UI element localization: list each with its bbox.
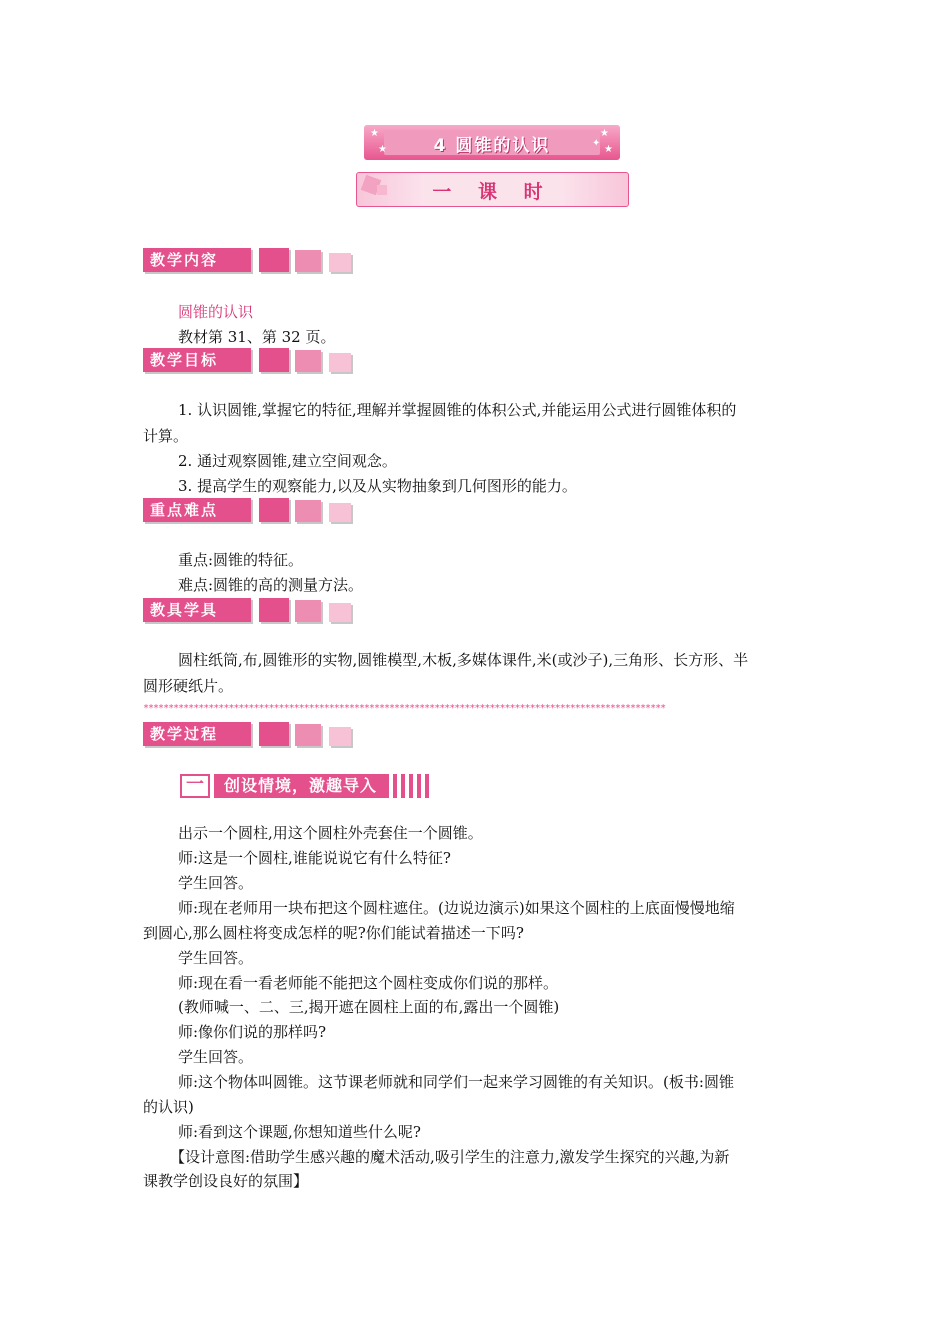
tools-line: 圆柱纸筒,布,圆锥形的实物,圆锥模型,木板,多媒体课件,米(或沙子),三角形、长方形、半 <box>178 651 749 669</box>
goal-line: 计算。 <box>143 427 189 445</box>
decor-box <box>295 600 321 622</box>
star-icon: ✦ <box>592 138 601 149</box>
process-line: 师:这是一个圆柱,谁能说说它有什么特征? <box>178 849 451 867</box>
difficulty: 难点:圆锥的高的测量方法。 <box>178 576 364 594</box>
design-intent: 【设计意图:借助学生感兴趣的魔术活动,吸引学生的注意力,激发学生探究的兴趣,为新 <box>170 1148 730 1166</box>
decor-box <box>295 350 321 372</box>
section-label: 重点难点 <box>143 498 251 522</box>
process-line: 师:像你们说的那样吗? <box>178 1023 327 1041</box>
lesson-label: 一 课 时 <box>432 181 553 203</box>
step-title: 创设情境，激趣导入 <box>214 774 389 798</box>
decor-box <box>259 598 289 622</box>
process-line: 师:现在看一看老师能不能把这个圆柱变成你们说的那样。 <box>178 974 559 992</box>
decor-box <box>259 348 289 372</box>
section-label: 教学内容 <box>143 248 251 272</box>
section-label: 教学目标 <box>143 348 251 372</box>
process-line: 的认识) <box>143 1098 194 1116</box>
process-line: 学生回答。 <box>178 1048 254 1066</box>
process-line: 学生回答。 <box>178 874 254 892</box>
decor-box <box>259 722 289 746</box>
chapter-title: 4 圆锥的认识 <box>433 136 551 156</box>
goal-line: 2. 通过观察圆锥,建立空间观念。 <box>178 452 397 470</box>
key-point: 重点:圆锥的特征。 <box>178 551 304 569</box>
chapter-title-banner <box>364 125 620 160</box>
decor-box <box>259 248 289 272</box>
decor-box <box>329 253 351 272</box>
decor-box <box>329 353 351 372</box>
lesson-banner <box>356 172 629 207</box>
decor-stripe <box>393 774 397 798</box>
section-label: 教具学具 <box>143 598 251 622</box>
step-number: 一 <box>180 774 210 798</box>
process-line: 师:现在老师用一块布把这个圆柱遮住。(边说边演示)如果这个圆柱的上底面慢慢地缩 <box>178 899 735 917</box>
design-intent: 课教学创设良好的氛围】 <box>143 1172 309 1190</box>
star-icon: ★ <box>604 144 613 155</box>
decor-box <box>295 250 321 272</box>
process-line: 到圆心,那么圆柱将变成怎样的呢?你们能试着描述一下吗? <box>143 924 524 942</box>
tools-line: 圆形硬纸片。 <box>143 677 234 695</box>
decor-box <box>295 500 321 522</box>
process-line: 学生回答。 <box>178 949 254 967</box>
content-pages: 教材第 31、第 32 页。 <box>178 328 336 346</box>
process-line: 师:看到这个课题,你想知道些什么呢? <box>178 1123 421 1141</box>
decor-box <box>329 503 351 522</box>
decor-box <box>259 498 289 522</box>
star-icon: ★ <box>370 128 379 139</box>
content-topic: 圆锥的认识 <box>178 303 254 321</box>
process-line: 师:这个物体叫圆锥。这节课老师就和同学们一起来学习圆锥的有关知识。(板书:圆锥 <box>178 1073 734 1091</box>
goal-line: 3. 提高学生的观察能力,以及从实物抽象到几何图形的能力。 <box>178 477 577 495</box>
decor-box <box>295 724 321 746</box>
step-heading <box>180 774 436 800</box>
decor-stripe <box>417 774 421 798</box>
star-icon: ★ <box>378 144 387 155</box>
goal-line: 1. 认识圆锥,掌握它的特征,理解并掌握圆锥的体积公式,并能运用公式进行圆锥体积的 <box>178 401 737 419</box>
process-line: (教师喊一、二、三,揭开遮在圆柱上面的布,露出一个圆锥) <box>178 998 560 1016</box>
process-line: 出示一个圆柱,用这个圆柱外壳套住一个圆锥。 <box>178 824 483 842</box>
decor-box <box>329 603 351 622</box>
decor-stripe <box>401 774 405 798</box>
decor-stripe <box>409 774 413 798</box>
section-label: 教学过程 <box>143 722 251 746</box>
star-icon: ★ <box>600 128 609 139</box>
decor-box <box>329 727 351 746</box>
decor-stripe <box>425 774 429 798</box>
star-divider: ******************************************************************************************************** <box>143 703 666 714</box>
